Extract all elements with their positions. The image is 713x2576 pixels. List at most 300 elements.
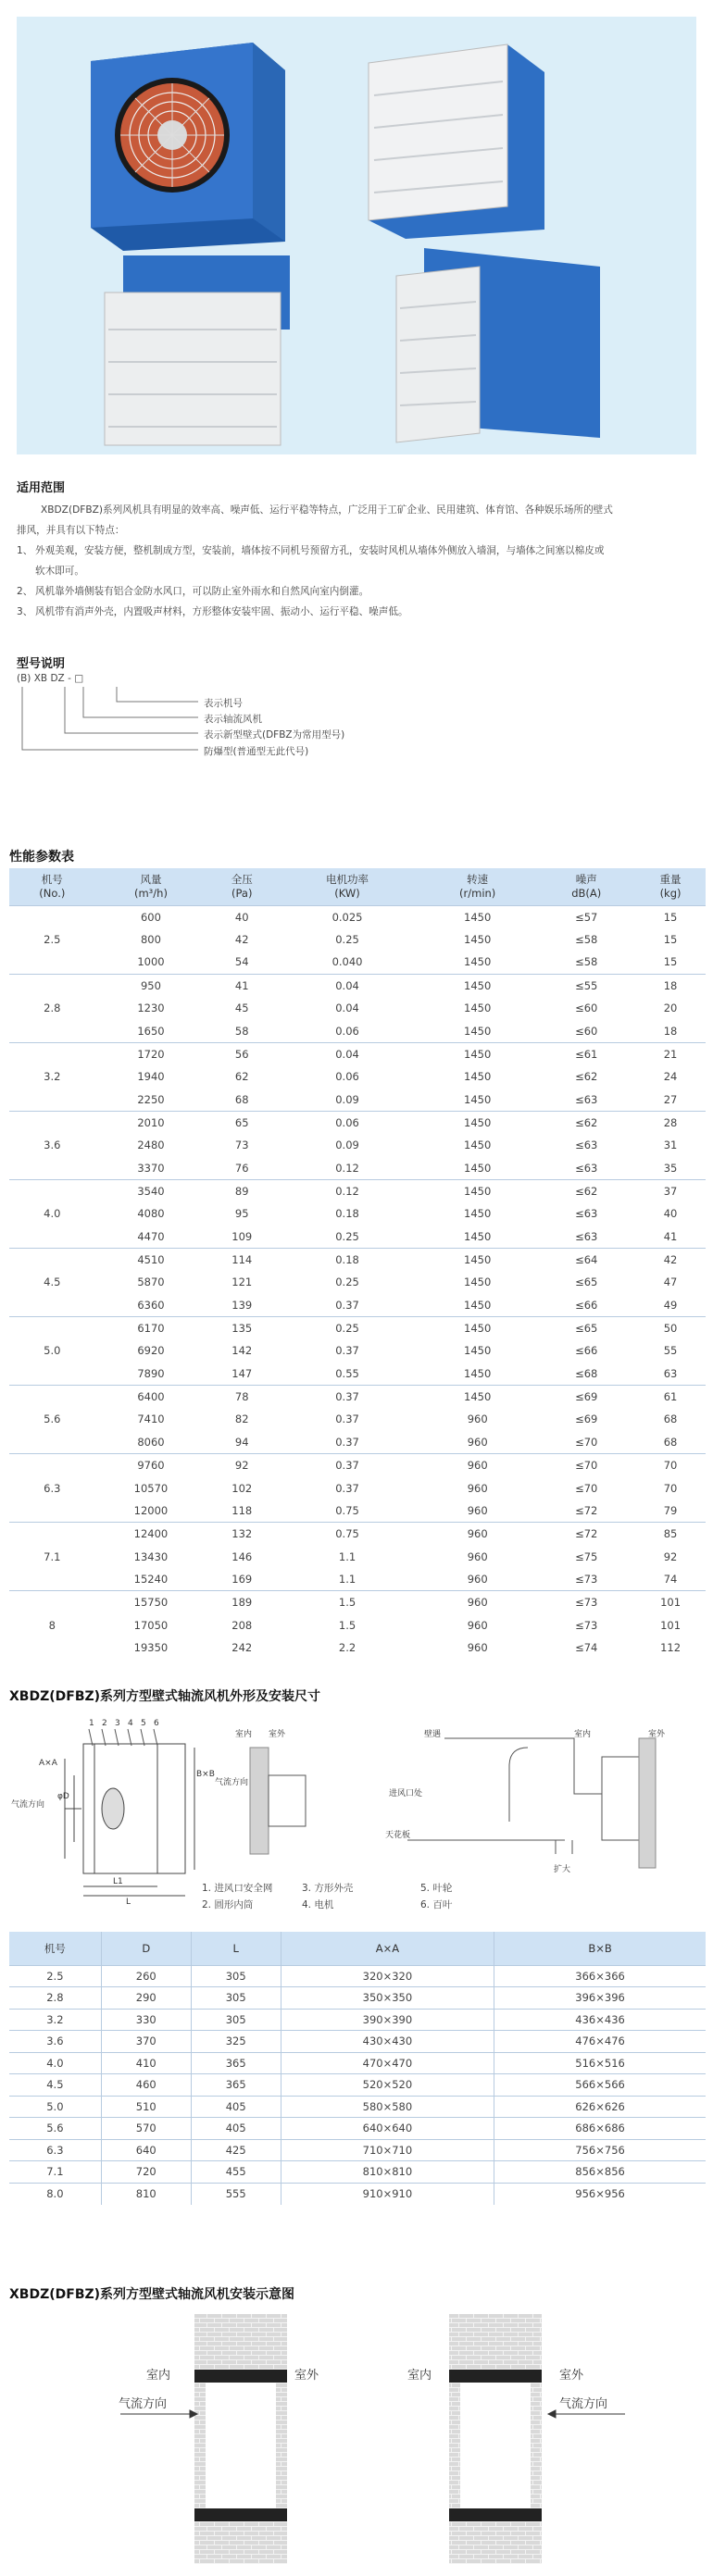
perf-cell: 0.37 <box>335 1412 359 1426</box>
perf-cell: 20 <box>663 1002 678 1015</box>
perf-cell: 242 <box>231 1641 253 1655</box>
perf-cell: 68 <box>234 1092 249 1106</box>
perf-cell: 68 <box>663 1412 678 1426</box>
perf-header-cell <box>9 868 95 905</box>
perf-cell: 142 <box>231 1344 253 1358</box>
perf-cell: 6170 <box>95 1316 207 1339</box>
usage-point-3-no: 3、 <box>17 606 33 617</box>
dim-cell: 410 <box>101 2052 191 2074</box>
model-item-2: 表示轴流风机 <box>204 714 262 725</box>
perf-cell: 1720 <box>95 1042 207 1065</box>
perf-header-cell <box>635 868 706 905</box>
perf-row <box>9 1111 706 1134</box>
perf-cell: 1.5 <box>338 1618 356 1632</box>
perf-cell: ≤55 <box>537 974 635 997</box>
fan-front-photo <box>91 43 285 251</box>
perf-header-unit: (m³/h) <box>133 886 168 900</box>
fig-dim-d: φD <box>57 1792 69 1801</box>
perf-cell: 960 <box>418 1523 538 1546</box>
perf-cell: 121 <box>231 1276 253 1289</box>
perf-cell: 1450 <box>418 1179 538 1202</box>
perf-cell: 960 <box>467 1503 488 1517</box>
dim-header-cell: A×A <box>281 1932 494 1965</box>
perf-model-no: 5.0 <box>9 1316 95 1385</box>
legend-item-6: 6. 百叶 <box>420 1899 453 1910</box>
dim-cell: 365 <box>191 2052 281 2074</box>
perf-cell: ≤66 <box>575 1344 598 1358</box>
perf-cell: 2480 <box>137 1139 165 1152</box>
perf-header-cell <box>537 868 635 905</box>
perf-row <box>9 1019 706 1042</box>
perf-cell: 950 <box>95 974 207 997</box>
dim-cell: 710×710 <box>281 2139 494 2161</box>
perf-cell: 960 <box>467 1618 488 1632</box>
product-photos <box>17 17 696 454</box>
perf-cell: ≤62 <box>537 1179 635 1202</box>
model-item-3: 表示新型壁式(DFBZ为常用型号) <box>204 729 345 740</box>
dim-row <box>9 2118 706 2140</box>
perf-header-label: 机号 <box>41 872 63 886</box>
install-outdoor-right: 室外 <box>559 2369 584 2383</box>
dim-cell: 756×756 <box>494 2139 706 2161</box>
perf-cell: 58 <box>234 1024 249 1038</box>
perf-cell: ≤74 <box>575 1641 598 1655</box>
fig-dim-bxb: B×B <box>196 1770 215 1779</box>
perf-cell: 1450 <box>464 1161 492 1175</box>
perf-cell: 1650 <box>137 1024 165 1038</box>
perf-cell: 8060 <box>137 1435 165 1449</box>
perf-cell: 47 <box>663 1276 678 1289</box>
dimension-table-header <box>9 1932 706 1965</box>
perf-cell: 1450 <box>464 1229 492 1243</box>
perf-cell: ≤75 <box>575 1549 598 1563</box>
perf-cell: 15 <box>635 905 706 928</box>
performance-table-body <box>9 905 706 1660</box>
dim-cell: 370 <box>101 2031 191 2053</box>
perf-row <box>9 1226 706 1249</box>
perf-cell: 13430 <box>133 1549 169 1563</box>
dim-cell: 686×686 <box>494 2118 706 2140</box>
perf-cell: 92 <box>206 1454 277 1477</box>
fig-dim-axa: A×A <box>39 1759 57 1768</box>
perf-cell: 1450 <box>464 1298 492 1312</box>
perf-cell: 49 <box>663 1298 678 1312</box>
perf-row <box>9 1408 706 1431</box>
fig-dim-l1: L1 <box>113 1877 123 1886</box>
perf-cell: 1450 <box>464 1344 492 1358</box>
perf-header-cell <box>95 868 207 905</box>
dim-cell: 476×476 <box>494 2031 706 2053</box>
dim-cell: 330 <box>101 2009 191 2031</box>
perf-cell: 1940 <box>137 1070 165 1084</box>
dim-cell: 580×580 <box>281 2096 494 2118</box>
dim-cell: 555 <box>191 2183 281 2205</box>
perf-row <box>9 1271 706 1294</box>
usage-point-2: 风机靠外墙侧装有铝合金防水风口，可以防止室外雨水和自然风向室内倒灌。 <box>35 586 369 597</box>
dim-cell: 405 <box>191 2118 281 2140</box>
perf-cell: ≤63 <box>575 1161 598 1175</box>
dim-cell: 956×956 <box>494 2183 706 2205</box>
perf-cell: 0.18 <box>335 1207 359 1221</box>
dim-row <box>9 2139 706 2161</box>
perf-cell: ≤68 <box>575 1366 598 1380</box>
dim-cell: 305 <box>191 1965 281 1987</box>
model-code: (B) XB DZ - □ <box>17 673 84 684</box>
dim-cell: 640 <box>101 2139 191 2161</box>
perf-cell: 169 <box>231 1573 253 1587</box>
dim-header-cell: D <box>101 1932 191 1965</box>
fig-number-1: 1 <box>89 1719 94 1728</box>
dim-cell: 4.5 <box>9 2074 101 2097</box>
model-desc-title: 型号说明 <box>17 657 66 671</box>
legend-item-1: 1. 进风口安全网 <box>202 1883 273 1894</box>
dim-cell: 3.6 <box>9 2031 101 2053</box>
fig-indoor-label: 室内 <box>235 1730 253 1739</box>
perf-cell: ≤70 <box>537 1454 635 1477</box>
perf-cell: 70 <box>663 1481 678 1495</box>
dim-cell: 5.0 <box>9 2096 101 2118</box>
perf-row <box>9 1202 706 1226</box>
perf-cell: 0.37 <box>277 1385 418 1408</box>
perf-cell: 41 <box>663 1229 678 1243</box>
perf-header-unit: (r/min) <box>459 886 496 900</box>
perf-model-no: 4.5 <box>9 1248 95 1316</box>
perf-cell: 5870 <box>137 1276 165 1289</box>
louver-front-photo <box>369 44 544 239</box>
perf-cell: 960 <box>418 1454 538 1477</box>
perf-cell: 0.04 <box>277 1042 418 1065</box>
perf-cell: 85 <box>635 1523 706 1546</box>
perf-cell: ≤73 <box>575 1618 598 1632</box>
perf-model-no: 6.3 <box>9 1454 95 1523</box>
perf-cell: 1450 <box>464 1139 492 1152</box>
perf-cell: 40 <box>206 905 277 928</box>
perf-cell: ≤65 <box>575 1276 598 1289</box>
dim-row <box>9 2096 706 2118</box>
perf-cell: 0.37 <box>335 1435 359 1449</box>
fig-number-6: 6 <box>154 1719 159 1728</box>
dim-cell: 3.2 <box>9 2009 101 2031</box>
dim-cell: 8.0 <box>9 2183 101 2205</box>
perf-cell: 1450 <box>418 1111 538 1134</box>
fig-outdoor-label-2: 室外 <box>648 1730 666 1739</box>
dim-cell: 365 <box>191 2074 281 2097</box>
perf-cell: 147 <box>231 1366 253 1380</box>
perf-cell: 54 <box>234 955 249 969</box>
dim-cell: 470×470 <box>281 2052 494 2074</box>
dim-cell: 626×626 <box>494 2096 706 2118</box>
dim-cell: 520×520 <box>281 2074 494 2097</box>
perf-cell: 135 <box>206 1316 277 1339</box>
perf-cell: ≤69 <box>575 1412 598 1426</box>
perf-cell: 6400 <box>95 1385 207 1408</box>
perf-cell: 0.12 <box>277 1179 418 1202</box>
perf-cell: 31 <box>663 1139 678 1152</box>
perf-cell: 27 <box>663 1092 678 1106</box>
perf-header-unit: (kg) <box>659 886 682 900</box>
dim-row <box>9 2074 706 2097</box>
perf-cell: 4470 <box>137 1229 165 1243</box>
fig-inlet-label: 进风口处 <box>389 1789 423 1798</box>
perf-cell: 0.75 <box>335 1503 359 1517</box>
perf-header-unit: (KW) <box>334 886 360 900</box>
perf-cell: 94 <box>234 1435 249 1449</box>
dim-header-cell: B×B <box>494 1932 706 1965</box>
product-photo-panel <box>17 17 696 454</box>
perf-cell: 55 <box>663 1344 678 1358</box>
perf-cell: 70 <box>635 1454 706 1477</box>
dim-cell: 810 <box>101 2183 191 2205</box>
perf-cell: 960 <box>418 1591 538 1614</box>
perf-cell: 42 <box>635 1248 706 1271</box>
perf-cell: 9760 <box>95 1454 207 1477</box>
perf-model-no: 2.5 <box>9 905 95 974</box>
perf-cell: 0.55 <box>335 1366 359 1380</box>
perf-cell: 0.18 <box>277 1248 418 1271</box>
perf-row <box>9 951 706 974</box>
dim-row <box>9 2183 706 2205</box>
perf-cell: 15750 <box>95 1591 207 1614</box>
perf-row <box>9 1385 706 1408</box>
perf-cell: 12000 <box>133 1503 169 1517</box>
perf-cell: 102 <box>231 1481 253 1495</box>
perf-cell: 24 <box>663 1070 678 1084</box>
perf-cell: ≤72 <box>537 1523 635 1546</box>
perf-cell: 1.1 <box>338 1573 356 1587</box>
airflow-arrow-left <box>120 2410 197 2418</box>
dim-cell: 720 <box>101 2161 191 2184</box>
perf-cell: 50 <box>635 1316 706 1339</box>
perf-cell: 0.06 <box>277 1111 418 1134</box>
perf-cell: 800 <box>140 933 161 947</box>
perf-cell: 4510 <box>95 1248 207 1271</box>
install-indoor-right: 室内 <box>407 2369 432 2383</box>
perf-cell: 1450 <box>464 1070 492 1084</box>
perf-cell: 600 <box>95 905 207 928</box>
perf-cell: 21 <box>635 1042 706 1065</box>
perf-cell: ≤62 <box>575 1070 598 1084</box>
perf-header-label: 重量 <box>659 872 682 886</box>
perf-cell: 0.06 <box>335 1024 359 1038</box>
dim-cell: 570 <box>101 2118 191 2140</box>
fig-expand-label: 扩大 <box>554 1865 571 1874</box>
dim-cell: 810×810 <box>281 2161 494 2184</box>
perf-cell: 2.2 <box>338 1641 356 1655</box>
dim-cell: 6.3 <box>9 2139 101 2161</box>
perf-row <box>9 905 706 928</box>
perf-cell: 1450 <box>418 1316 538 1339</box>
perf-cell: 62 <box>234 1070 249 1084</box>
dim-cell: 566×566 <box>494 2074 706 2097</box>
dim-cell: 7.1 <box>9 2161 101 2184</box>
dim-cell: 305 <box>191 2009 281 2031</box>
perf-cell: 1450 <box>464 1366 492 1380</box>
perf-cell: 3370 <box>137 1161 165 1175</box>
perf-cell: 0.25 <box>335 933 359 947</box>
perf-cell: 1450 <box>464 933 492 947</box>
perf-row <box>9 1500 706 1523</box>
perf-row <box>9 1431 706 1454</box>
perf-cell: 189 <box>206 1591 277 1614</box>
perf-cell: 1450 <box>418 1248 538 1271</box>
perf-row <box>9 1089 706 1112</box>
perf-cell: 17050 <box>133 1618 169 1632</box>
perf-cell: ≤63 <box>575 1207 598 1221</box>
usage-point-1-cont: 软木即可。 <box>35 566 84 577</box>
legend-item-3: 3. 方形外壳 <box>302 1883 354 1894</box>
perf-cell: 78 <box>206 1385 277 1408</box>
perf-cell: 18 <box>663 1024 678 1038</box>
install-indoor-left: 室内 <box>146 2369 171 2383</box>
airflow-arrow-right <box>548 2410 625 2418</box>
perf-cell: 0.040 <box>331 955 363 969</box>
perf-cell: 960 <box>467 1573 488 1587</box>
fan-outline-drawing <box>65 1729 194 1896</box>
perf-cell: 0.09 <box>335 1139 359 1152</box>
usage-title: 适用范围 <box>17 481 66 495</box>
perf-cell: 73 <box>234 1139 249 1152</box>
fig-dim-l: L <box>126 1898 131 1907</box>
perf-cell: 19350 <box>133 1641 169 1655</box>
perf-cell: 0.37 <box>277 1454 418 1477</box>
perf-row <box>9 974 706 997</box>
perf-cell: 0.09 <box>335 1092 359 1106</box>
perf-cell: 7890 <box>137 1366 165 1380</box>
install-airflow-left: 气流方向 <box>119 2397 168 2411</box>
perf-cell: 960 <box>467 1412 488 1426</box>
ceiling-duct-drawing <box>407 1738 656 1868</box>
perf-cell: 1450 <box>418 1042 538 1065</box>
perf-cell: 0.04 <box>335 1002 359 1015</box>
perf-row <box>9 1636 706 1660</box>
perf-cell: 1450 <box>418 974 538 997</box>
usage-point-2-no: 2、 <box>17 586 33 597</box>
perf-cell: 960 <box>467 1481 488 1495</box>
dimension-table-body <box>9 1965 706 2205</box>
perf-model-no: 5.6 <box>9 1385 95 1453</box>
perf-row <box>9 1134 706 1157</box>
wall-mount-drawing <box>250 1748 306 1854</box>
perf-cell: 74 <box>663 1573 678 1587</box>
perf-header-label: 转速 <box>467 872 489 886</box>
perf-cell: 101 <box>660 1618 682 1632</box>
model-item-4: 防爆型(普通型无此代号) <box>204 746 309 757</box>
perf-row <box>9 1545 706 1568</box>
perf-cell: 4080 <box>137 1207 165 1221</box>
perf-model-no: 3.6 <box>9 1111 95 1179</box>
perf-cell: 1450 <box>464 955 492 969</box>
perf-header-label: 全压 <box>231 872 253 886</box>
dim-cell: 325 <box>191 2031 281 2053</box>
perf-header-unit: (Pa) <box>231 886 253 900</box>
perf-row <box>9 1476 706 1500</box>
perf-cell: 65 <box>206 1111 277 1134</box>
perf-cell: ≤63 <box>575 1229 598 1243</box>
install-outdoor-left: 室外 <box>294 2369 319 2383</box>
usage-point-1: 外观美观，安装方便，整机制成方型，安装前，墙体按不同机号预留方孔，安装时风机从墙体外侧放入墙洞，与墙体之间塞以棉皮或 <box>35 545 605 556</box>
fig-number-3: 3 <box>115 1719 120 1728</box>
dim-cell: 436×436 <box>494 2009 706 2031</box>
perf-row <box>9 1568 706 1591</box>
perf-model-no: 8 <box>9 1591 95 1660</box>
perf-cell: 63 <box>663 1366 678 1380</box>
dim-header-cell: 机号 <box>9 1932 101 1965</box>
perf-cell: 6920 <box>137 1344 165 1358</box>
legend-item-4: 4. 电机 <box>302 1899 334 1910</box>
perf-cell: 15 <box>663 933 678 947</box>
perf-cell: 139 <box>231 1298 253 1312</box>
dim-cell: 396×396 <box>494 1987 706 2010</box>
perf-cell: 1000 <box>137 955 165 969</box>
perf-cell: 0.25 <box>335 1229 359 1243</box>
dim-cell: 455 <box>191 2161 281 2184</box>
perf-header-cell <box>206 868 277 905</box>
perf-cell: 101 <box>635 1591 706 1614</box>
fig-indoor-label-2: 室内 <box>574 1730 592 1739</box>
perf-cell: 0.37 <box>335 1481 359 1495</box>
dim-header-cell: L <box>191 1932 281 1965</box>
dim-cell: 460 <box>101 2074 191 2097</box>
perf-cell: 2250 <box>137 1092 165 1106</box>
model-code-leader-lines <box>17 685 220 768</box>
install-right-wall <box>449 2314 542 2564</box>
outline-drawings <box>9 1711 713 1905</box>
perf-cell: ≤64 <box>537 1248 635 1271</box>
perf-header-unit: dB(A) <box>571 886 602 900</box>
perf-cell: 960 <box>467 1435 488 1449</box>
dim-cell: 390×390 <box>281 2009 494 2031</box>
perf-cell: ≤70 <box>575 1435 598 1449</box>
perf-cell: 112 <box>660 1641 682 1655</box>
perf-header-label: 噪声 <box>575 872 597 886</box>
perf-row <box>9 1339 706 1363</box>
perf-cell: ≤63 <box>575 1139 598 1152</box>
performance-table-header <box>9 868 706 905</box>
perf-cell: 0.025 <box>277 905 418 928</box>
perf-cell: 1450 <box>464 1002 492 1015</box>
perf-cell: 0.75 <box>277 1523 418 1546</box>
fig-ceiling-label: 天花板 <box>385 1831 411 1840</box>
perf-header-unit: (No.) <box>39 886 66 900</box>
perf-cell: 10570 <box>133 1481 169 1495</box>
dim-row <box>9 1965 706 1987</box>
perf-cell: 76 <box>234 1161 249 1175</box>
dim-cell: 260 <box>101 1965 191 1987</box>
perf-cell: 1450 <box>464 1024 492 1038</box>
perf-cell: 1450 <box>418 905 538 928</box>
perf-model-no: 7.1 <box>9 1523 95 1591</box>
perf-row <box>9 1454 706 1477</box>
perf-row <box>9 1042 706 1065</box>
fig-number-4: 4 <box>128 1719 133 1728</box>
perf-model-no: 4.0 <box>9 1179 95 1248</box>
fig-wall-label: 壁遇 <box>424 1730 442 1739</box>
perf-cell: 0.37 <box>335 1298 359 1312</box>
dim-cell: 856×856 <box>494 2161 706 2184</box>
perf-row <box>9 1065 706 1089</box>
dim-row <box>9 2031 706 2053</box>
install-left-wall <box>194 2314 287 2564</box>
perf-cell: 18 <box>635 974 706 997</box>
perf-cell: 15 <box>663 955 678 969</box>
perf-cell: ≤72 <box>575 1503 598 1517</box>
perf-header-cell <box>418 868 538 905</box>
perf-cell: 12400 <box>95 1523 207 1546</box>
dim-cell: 320×320 <box>281 1965 494 1987</box>
dim-cell: 366×366 <box>494 1965 706 1987</box>
dim-cell: 640×640 <box>281 2118 494 2140</box>
usage-point-3: 风机带有消声外壳，内置吸声材料，方形整体安装牢固、振动小、运行平稳、噪声低。 <box>35 606 408 617</box>
